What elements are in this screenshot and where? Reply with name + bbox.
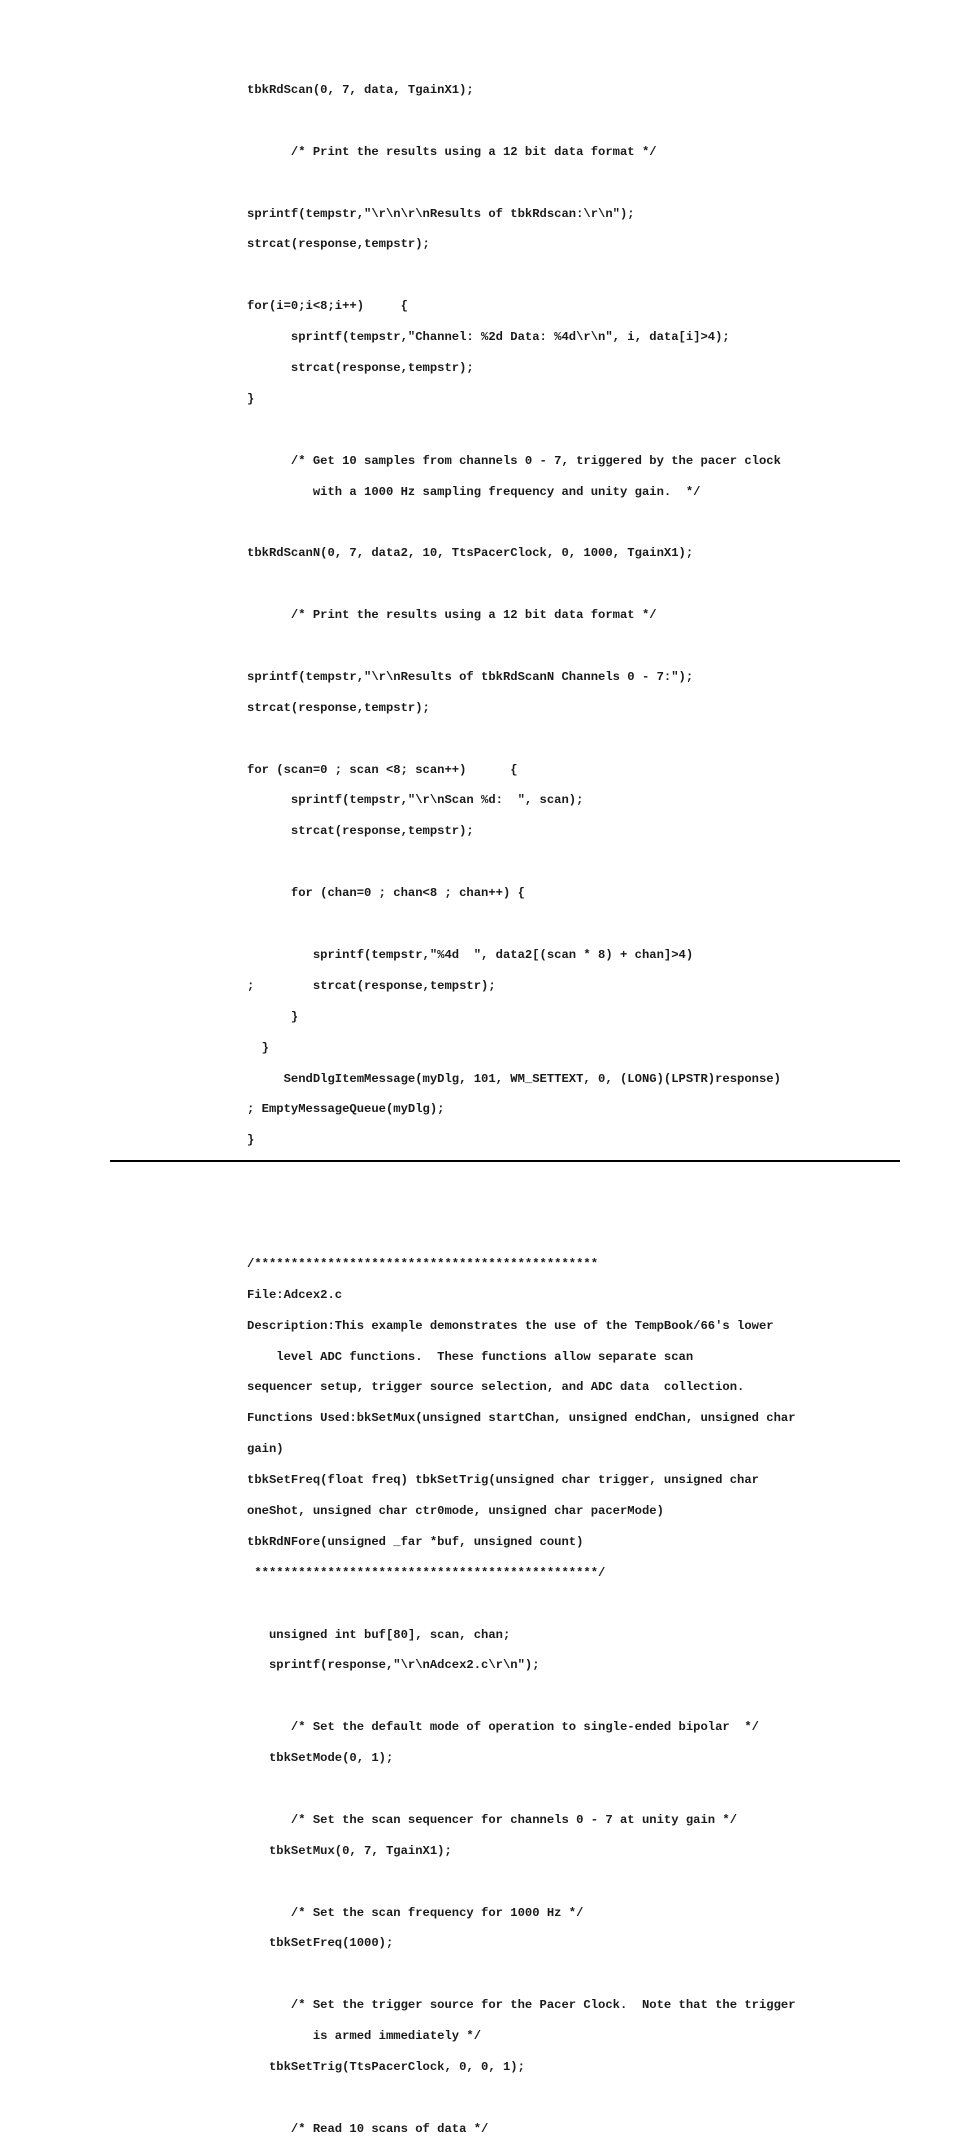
code-line: /* Set the scan sequencer for channels 0 - 7 at unity gain */ xyxy=(247,1812,738,1827)
code-line: /* Set the default mode of operation to single-ended bipolar */ xyxy=(247,1720,759,1735)
code-line: /* Set the trigger source for the Pacer Clock. Note that the trigger xyxy=(247,1998,796,2013)
code-line xyxy=(247,176,927,192)
code-listing xyxy=(247,83,927,2153)
code-line: for (scan=0 ; scan <8; scan++) { xyxy=(247,762,518,777)
code-line: /* Read 10 scans of data */ xyxy=(247,2121,489,2136)
code-line: unsigned int buf[80], scan, chan; xyxy=(247,1627,511,1642)
code-line xyxy=(247,1226,927,1242)
code-line: strcat(response,tempstr); xyxy=(247,700,430,715)
code-line xyxy=(247,1967,927,1983)
footer-divider xyxy=(110,1160,900,1162)
code-line: /* Print the results using a 12 bit data format */ xyxy=(247,144,657,159)
code-line: tbkRdScan(0, 7, data, TgainX1); xyxy=(247,83,474,97)
code-line xyxy=(247,1597,927,1613)
code-line xyxy=(247,732,927,748)
code-line: tbkSetFreq(float freq) tbkSetTrig(unsigned char trigger, unsigned char xyxy=(247,1473,759,1488)
code-line: tbkRdNFore(unsigned _far *buf, unsigned count) xyxy=(247,1534,584,1549)
code-line: } xyxy=(247,391,255,406)
code-line xyxy=(247,1164,927,1180)
code-line: File:Adcex2.c xyxy=(247,1287,343,1302)
code-line: SendDlgItemMessage(myDlg, 101, WM_SETTEXT, 0, (LONG)(LPSTR)response) xyxy=(247,1071,781,1086)
code-line xyxy=(247,855,927,871)
code-line: is armed immediately */ xyxy=(247,2029,482,2044)
code-line xyxy=(247,515,927,531)
code-line: for(i=0;i<8;i++) { xyxy=(247,299,408,314)
code-line: ***********************************************/ xyxy=(247,1565,606,1580)
code-line: tbkSetFreq(1000); xyxy=(247,1936,394,1951)
code-line: sprintf(tempstr,"\r\nScan %d: ", scan); xyxy=(247,793,584,808)
code-line xyxy=(247,114,927,130)
code-line xyxy=(247,577,927,593)
code-line: for (chan=0 ; chan<8 ; chan++) { xyxy=(247,886,525,901)
code-line: strcat(response,tempstr); xyxy=(247,237,430,252)
code-line xyxy=(247,1782,927,1798)
code-line: ; EmptyMessageQueue(myDlg); xyxy=(247,1102,445,1117)
code-line: oneShot, unsigned char ctr0mode, unsigned char pacerMode) xyxy=(247,1503,664,1518)
code-line: /*********************************************** xyxy=(247,1256,599,1271)
code-line: strcat(response,tempstr); xyxy=(247,361,474,376)
code-line: sequencer setup, trigger source selection, and ADC data collection. xyxy=(247,1380,745,1395)
code-line: level ADC functions. These functions allow separate scan xyxy=(247,1349,694,1364)
code-line xyxy=(247,2091,927,2107)
code-line: } xyxy=(247,1133,255,1148)
code-line: tbkRdScanN(0, 7, data2, 10, TtsPacerClock, 0, 1000, TgainX1); xyxy=(247,546,694,561)
code-line xyxy=(247,1195,927,1211)
code-line: } xyxy=(247,1009,299,1024)
code-line: sprintf(tempstr,"\r\nResults of tbkRdScanN Channels 0 - 7:"); xyxy=(247,669,694,684)
code-line: gain) xyxy=(247,1442,284,1457)
code-line: Functions Used:bkSetMux(unsigned startChan, unsigned endChan, unsigned char xyxy=(247,1411,796,1426)
code-line xyxy=(247,1875,927,1891)
code-line: sprintf(response,"\r\nAdcex2.c\r\n"); xyxy=(247,1658,540,1673)
code-line: strcat(response,tempstr); xyxy=(247,824,474,839)
code-line: tbkSetMode(0, 1); xyxy=(247,1751,394,1766)
code-line: } xyxy=(247,1040,269,1055)
code-line: tbkSetTrig(TtsPacerClock, 0, 0, 1); xyxy=(247,2060,525,2074)
code-line: Description:This example demonstrates the use of the TempBook/66's lower xyxy=(247,1318,774,1333)
code-line: /* Print the results using a 12 bit data format */ xyxy=(247,608,657,623)
code-line xyxy=(247,423,927,439)
code-line: sprintf(tempstr,"Channel: %2d Data: %4d\r\n", i, data[i]>4); xyxy=(247,330,730,345)
code-line xyxy=(247,917,927,933)
code-line: sprintf(tempstr,"\r\n\r\nResults of tbkRdscan:\r\n"); xyxy=(247,206,635,221)
code-line xyxy=(247,1689,927,1705)
code-line: sprintf(tempstr,"%4d ", data2[(scan * 8) + chan]>4) xyxy=(247,947,694,962)
code-line xyxy=(247,639,927,655)
code-line: /* Get 10 samples from channels 0 - 7, triggered by the pacer clock xyxy=(247,453,781,468)
code-line: tbkSetMux(0, 7, TgainX1); xyxy=(247,1843,452,1858)
code-line xyxy=(247,268,927,284)
code-line: with a 1000 Hz sampling frequency and unity gain. */ xyxy=(247,484,701,499)
code-line: ; strcat(response,tempstr); xyxy=(247,978,496,993)
code-line: /* Set the scan frequency for 1000 Hz */ xyxy=(247,1905,584,1920)
